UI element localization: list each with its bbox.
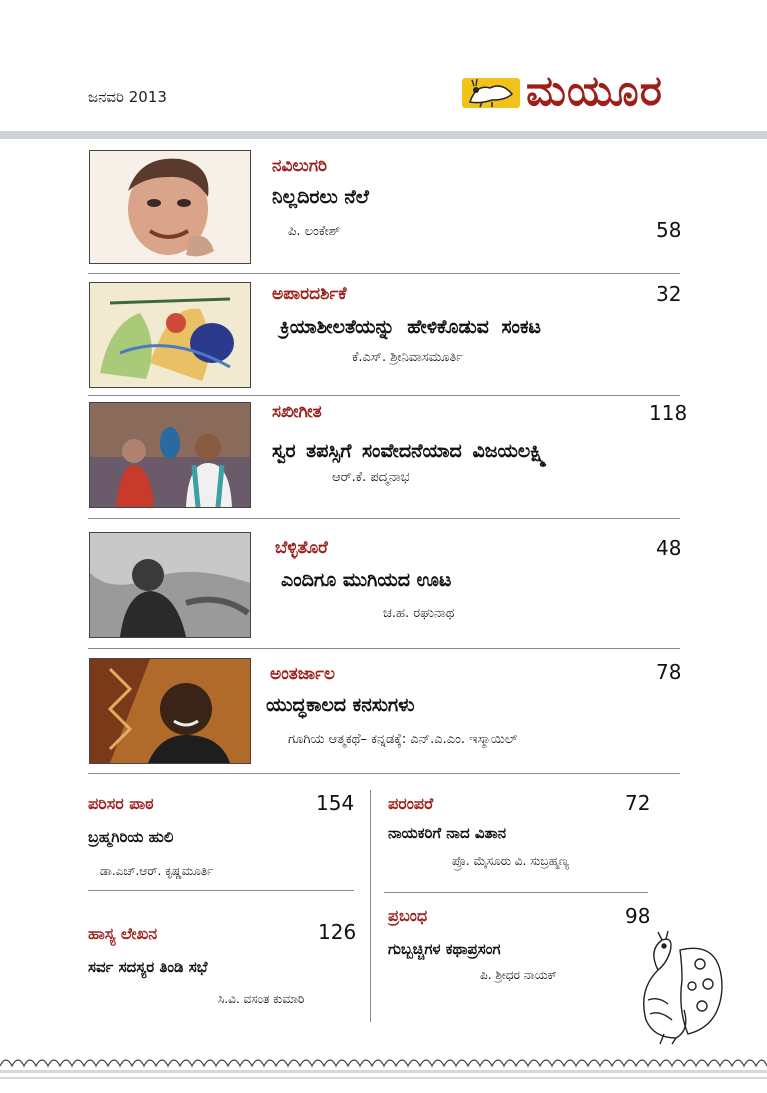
feature-section: ಬೆಳ್ಳಿತೊರೆ (275, 538, 328, 558)
feature-image-photo-couple (89, 402, 251, 508)
divider (88, 395, 680, 396)
masthead-logo (462, 66, 663, 116)
article-author: ಸಿ.ವಿ. ವಸಂತ ಕುಮಾರಿ (218, 992, 305, 1006)
feature-image-bw-photo (89, 532, 251, 638)
article-author: ಪ್ರೊ. ಮೈಸೂರು ವಿ. ಸುಬ್ರಹ್ಮಣ್ಯ (452, 854, 570, 868)
article-title[interactable]: ಸರ್ವ ಸದಸ್ಯರ ತಿಂಡಿ ಸಭೆ (88, 958, 208, 976)
article-title[interactable]: ಗುಬ್ಬಚ್ಚಿಗಳ ಕಥಾಪ್ರಸಂಗ (388, 940, 501, 958)
column-divider (370, 790, 371, 1022)
feature-section: ನವಿಲುಗರಿ (272, 156, 328, 176)
divider (88, 648, 680, 649)
article-section: ಪ್ರಬಂಧ (388, 906, 428, 925)
feature-author: ಗೂಗಿಯ ಆತ್ಮಕಥೆ– ಕನ್ನಡಕ್ಕೆ: ಎನ್.ಎ.ಎಂ. ಇಸ್ಮಾಯಿಲ್ (288, 732, 518, 747)
article-section: ಹಾಸ್ಯ ಲೇಖನ (88, 924, 158, 943)
decorative-border (0, 1046, 767, 1086)
divider (384, 892, 648, 893)
feature-title[interactable]: ಸ್ವರ ತಪಸ್ಸಿಗೆ ಸಂವೇದನೆಯಾದ ವಿಜಯಲಕ್ಷ್ಮಿ (272, 440, 547, 462)
feature-image-portrait (89, 150, 251, 264)
feature-author: ಚ.ಹ. ರಘುನಾಥ (383, 606, 455, 621)
feature-title[interactable]: ನಿಲ್ಲದಿರಲು ನೆಲೆ (272, 186, 369, 208)
page-number: 48 (656, 536, 682, 560)
divider (88, 890, 354, 891)
feature-author: ಆರ್.ಕೆ. ಪದ್ಮನಾಭ (332, 470, 410, 485)
feature-title[interactable]: ಕ್ರಿಯಾಶೀಲತೆಯನ್ನು ಹೇಳಿಕೊಡುವ ಸಂಕಟ (280, 316, 541, 338)
feature-author: ಪಿ. ಲಂಕೇಶ್ (288, 224, 341, 239)
divider (88, 518, 680, 519)
article-author: ಡಾ.ಎಚ್.ಆರ್. ಕೃಷ್ಣಮೂರ್ತಿ (100, 864, 214, 878)
article-title[interactable]: ನಾಯಕರಿಗೆ ನಾದ ವಿತಾನ (388, 824, 507, 842)
feature-section: ಅಪಾರದರ್ಶಿಕೆ (272, 284, 347, 304)
logo-text: ಮಯೂರ (526, 66, 663, 115)
page-number: 72 (625, 791, 651, 815)
header-divider (0, 131, 767, 139)
feature-image-painting (89, 282, 251, 388)
page-number: 78 (656, 660, 682, 684)
page-number: 118 (649, 401, 688, 425)
page-number: 126 (318, 920, 357, 944)
issue-date: ಜನವರಿ 2013 (88, 88, 167, 106)
page-number: 154 (316, 791, 355, 815)
article-section: ಪರಿಸರ ಪಾಠ (88, 794, 154, 813)
article-title[interactable]: ಬ್ರಹ್ಮಗಿರಿಯ ಹುಲಿ (88, 828, 174, 846)
peacock-illustration-icon (618, 930, 728, 1046)
feature-section: ಅಂತರ್ಜಾಲ (270, 664, 335, 684)
feature-title[interactable]: ಯುದ್ಧಕಾಲದ ಕನಸುಗಳು (266, 694, 415, 716)
page-number: 98 (625, 904, 651, 928)
page-number: 32 (656, 282, 682, 306)
article-author: ಪಿ. ಶ್ರೀಧರ ನಾಯಕ್ (480, 968, 557, 982)
article-section: ಪರಂಪರೆ (388, 794, 434, 813)
divider (88, 773, 680, 774)
peacock-logo-icon (462, 72, 520, 110)
feature-image-portrait-photo (89, 658, 251, 764)
divider (88, 273, 680, 274)
feature-title[interactable]: ಎಂದಿಗೂ ಮುಗಿಯದ ಊಟ (281, 569, 452, 591)
page-number: 58 (656, 218, 682, 242)
feature-author: ಕೆ.ಎಸ್. ಶ್ರೀನಿವಾಸಮೂರ್ತಿ (352, 350, 464, 365)
feature-section: ಸಖೀಗೀತ (272, 402, 322, 422)
